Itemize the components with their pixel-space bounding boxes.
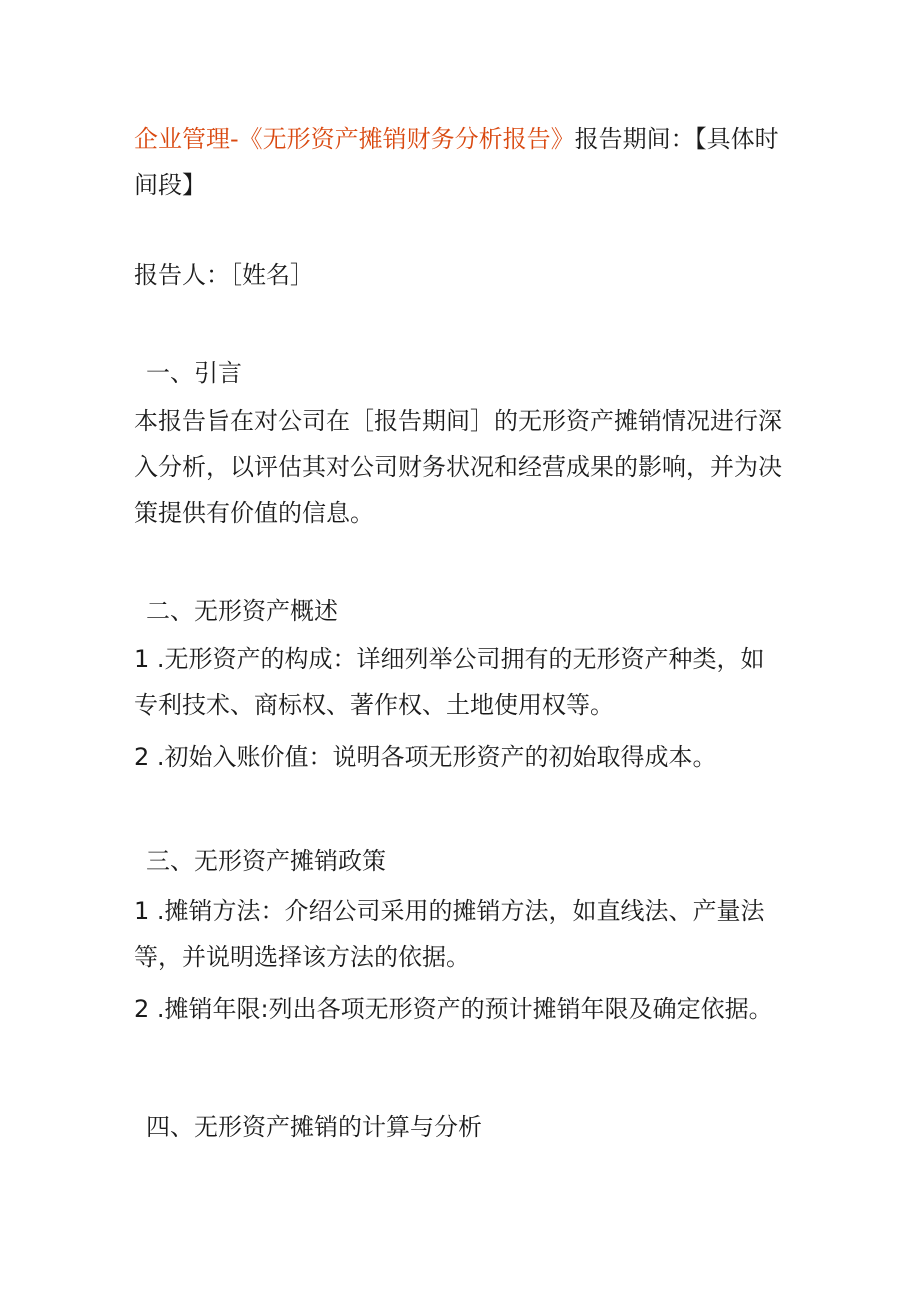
- section-heading-overview: 二、无形资产概述: [146, 597, 338, 625]
- reporter-line: 报告人：［姓名］: [134, 261, 314, 289]
- document-title: [134, 116, 784, 208]
- title-accent-text: 企业管理-《无形资产摊销财务分析报告》: [134, 125, 575, 153]
- section-heading-policy: 三、无形资产摊销政策: [146, 847, 386, 875]
- policy-item-period: 2 .摊销年限:列出各项无形资产的预计摊销年限及确定依据。: [134, 995, 773, 1023]
- policy-item-method: 1 .摊销方法：介绍公司采用的摊销方法，如直线法、产量法等，并说明选择该方法的依据。: [134, 897, 765, 971]
- overview-item-composition: 1 .无形资产的构成：详细列举公司拥有的无形资产种类，如专利技术、商标权、著作权、土地使用权等。: [134, 645, 765, 719]
- section-heading-calculation: 四、无形资产摊销的计算与分析: [146, 1113, 482, 1141]
- section-heading-intro: 一、引言: [146, 359, 242, 387]
- overview-item-initial-value: 2 .初始入账价值：说明各项无形资产的初始取得成本。: [134, 743, 717, 771]
- report-period-text: 报告期间：【具体时间段】: [134, 125, 779, 199]
- intro-paragraph: 本报告旨在对公司在［报告期间］的无形资产摊销情况进行深入分析，以评估其对公司财务状况和经营成果的影响，并为决策提供有价值的信息。: [134, 407, 782, 527]
